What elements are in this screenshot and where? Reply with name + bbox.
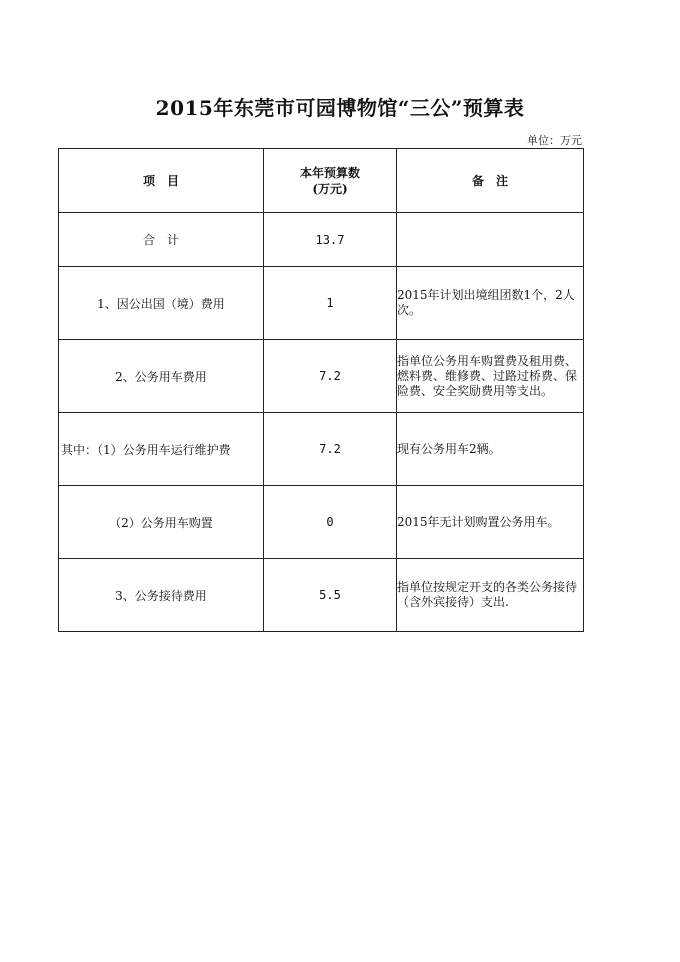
row-amount: 13.7 [264, 213, 397, 267]
table-row-total [59, 213, 584, 267]
row-amount: 7.2 [264, 340, 397, 413]
row-note: 指单位公务用车购置费及租用费、燃料费、维修费、过路过桥费、保险费、安全奖励费用等支出。 [397, 340, 584, 413]
table-header-row [59, 149, 584, 213]
table-row [59, 559, 584, 632]
header-amount-line1: 本年预算数 [299, 165, 360, 180]
row-amount: 7.2 [264, 413, 397, 486]
header-amount [264, 149, 397, 213]
table-row [59, 486, 584, 559]
header-amount-line2: (万元) [312, 181, 348, 196]
row-note [397, 213, 584, 267]
row-amount: 5.5 [264, 559, 397, 632]
row-item: 合 计 [59, 213, 264, 267]
row-amount: 1 [264, 267, 397, 340]
row-note: 现有公务用车2辆。 [397, 413, 584, 486]
table-row [59, 340, 584, 413]
row-note: 指单位按规定开支的各类公务接待（含外宾接待）支出. [397, 559, 584, 632]
row-item: 其中：（1）公务用车运行维护费 [59, 413, 264, 486]
header-note: 备 注 [397, 149, 584, 213]
row-item: 2、公务用车费用 [59, 340, 264, 413]
row-item: 1、因公出国（境）费用 [59, 267, 264, 340]
table-row [59, 413, 584, 486]
row-item: （2）公务用车购置 [59, 486, 264, 559]
unit-label: 单位：万元 [527, 134, 582, 147]
row-note: 2015年无计划购置公务用车。 [397, 486, 584, 559]
table-row [59, 267, 584, 340]
row-note: 2015年计划出境组团数1个，2人次。 [397, 267, 584, 340]
row-amount: 0 [264, 486, 397, 559]
row-item: 3、公务接待费用 [59, 559, 264, 632]
budget-table [58, 148, 584, 632]
header-item: 项 目 [59, 149, 264, 213]
page-title: 2015年东莞市可园博物馆“三公”预算表 [155, 96, 525, 120]
